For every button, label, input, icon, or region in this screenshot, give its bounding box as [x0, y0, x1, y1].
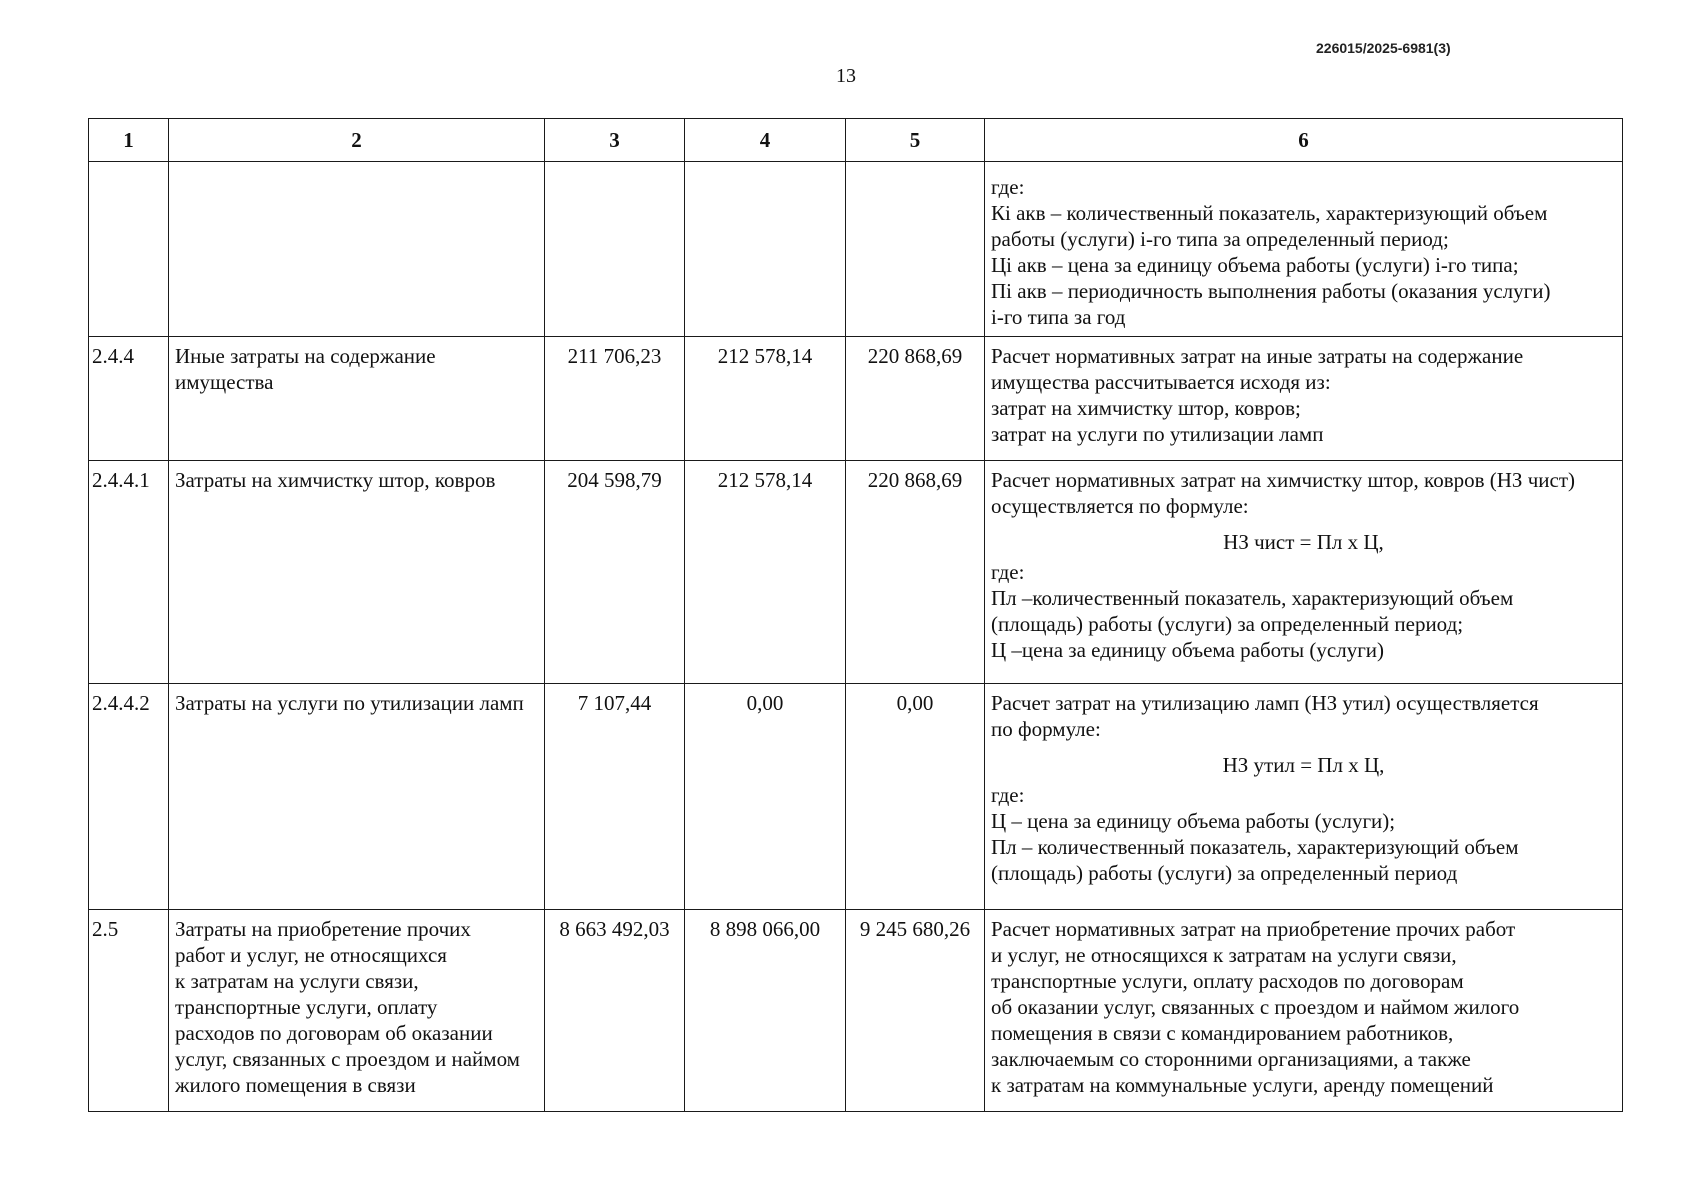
description-line: Расчет нормативных затрат на иные затраты на содержание	[991, 344, 1524, 368]
cell-value-3	[545, 162, 685, 337]
description-line: по формуле:	[991, 717, 1101, 741]
table-row	[89, 337, 1623, 461]
column-header-3: 3	[545, 119, 685, 162]
cell-value-3: 7 107,44	[545, 684, 685, 910]
name-line: услуг, связанных с проездом и наймом	[175, 1047, 520, 1071]
description-line: Пл –количественный показатель, характеризующий объем	[991, 586, 1514, 610]
cell-name	[169, 162, 545, 337]
description-line: Расчет нормативных затрат на приобретение прочих работ	[991, 917, 1516, 941]
table-row	[89, 461, 1623, 684]
cell-code: 2.4.4.2	[89, 684, 169, 910]
description-line: Ц –цена за единицу объема работы (услуги)	[991, 638, 1385, 662]
column-header-1: 1	[89, 119, 169, 162]
description-line: (площадь) работы (услуги) за определенный период	[991, 861, 1458, 885]
cell-description	[985, 910, 1623, 1112]
document-number: 226015/2025-6981(3)	[1316, 40, 1451, 56]
cell-value-5: 220 868,69	[846, 337, 985, 461]
cell-code	[89, 162, 169, 337]
cell-value-4: 0,00	[685, 684, 846, 910]
description-line: Кi акв – количественный показатель, характеризующий объем	[991, 201, 1548, 225]
name-line: Затраты на приобретение прочих	[175, 917, 471, 941]
description-line: и услуг, не относящихся к затратам на услуги связи,	[991, 943, 1457, 967]
cell-value-3: 204 598,79	[545, 461, 685, 684]
cell-code: 2.5	[89, 910, 169, 1112]
description-line: где:	[991, 783, 1025, 807]
description-line: работы (услуги) i-го типа за определенный период;	[991, 227, 1449, 251]
formula: НЗ чист = Пл х Ц,	[1223, 530, 1384, 554]
page-number: 13	[836, 65, 856, 87]
description-line: Пл – количественный показатель, характеризующий объем	[991, 835, 1519, 859]
cell-value-5: 220 868,69	[846, 461, 985, 684]
description-line: Расчет затрат на утилизацию ламп (НЗ утил) осуществляется	[991, 691, 1539, 715]
column-header-5: 5	[846, 119, 985, 162]
cell-value-4: 212 578,14	[685, 337, 846, 461]
cell-value-5: 0,00	[846, 684, 985, 910]
description-line: заключаемым со сторонними организациями, а также	[991, 1047, 1471, 1071]
cell-value-5	[846, 162, 985, 337]
cell-code: 2.4.4.1	[89, 461, 169, 684]
cell-name: Затраты на услуги по утилизации ламп	[169, 684, 545, 910]
cell-description	[985, 162, 1623, 337]
cell-value-4	[685, 162, 846, 337]
cell-name	[169, 910, 545, 1112]
description-line: транспортные услуги, оплату расходов по договорам	[991, 969, 1464, 993]
cell-name: Иные затраты на содержание имущества	[169, 337, 545, 461]
description-line: Ц – цена за единицу объема работы (услуги);	[991, 809, 1396, 833]
name-line: жилого помещения в связи	[175, 1073, 416, 1097]
description-line: где:	[991, 560, 1025, 584]
column-header-4: 4	[685, 119, 846, 162]
table-row	[89, 684, 1623, 910]
description-line: (площадь) работы (услуги) за определенный период;	[991, 612, 1464, 636]
cell-value-3: 211 706,23	[545, 337, 685, 461]
name-line: транспортные услуги, оплату	[175, 995, 438, 1019]
name-line: работ и услуг, не относящихся	[175, 943, 447, 967]
cell-code: 2.4.4	[89, 337, 169, 461]
cell-value-4: 8 898 066,00	[685, 910, 846, 1112]
cell-name: Затраты на химчистку штор, ковров	[169, 461, 545, 684]
description-line: к затратам на коммунальные услуги, аренду помещений	[991, 1073, 1494, 1097]
table-header-row	[89, 119, 1623, 162]
cell-value-3: 8 663 492,03	[545, 910, 685, 1112]
table-row	[89, 910, 1623, 1112]
name-line: к затратам на услуги связи,	[175, 969, 419, 993]
description-line: имущества рассчитывается исходя из:	[991, 370, 1331, 394]
cell-description	[985, 337, 1623, 461]
column-header-2: 2	[169, 119, 545, 162]
description-line: об оказании услуг, связанных с проездом и наймом жилого	[991, 995, 1520, 1019]
cost-table	[88, 118, 1623, 1112]
name-line: расходов по договорам об оказании	[175, 1021, 493, 1045]
cell-description	[985, 684, 1623, 910]
column-header-6: 6	[985, 119, 1623, 162]
description-line: где:	[991, 175, 1025, 199]
description-line: i-го типа за год	[991, 305, 1126, 329]
cell-description	[985, 461, 1623, 684]
cell-value-4: 212 578,14	[685, 461, 846, 684]
description-line: Цi акв – цена за единицу объема работы (услуги) i-го типа;	[991, 253, 1519, 277]
table-row-continuation	[89, 162, 1623, 337]
cell-value-5: 9 245 680,26	[846, 910, 985, 1112]
description-line: Пi акв – периодичность выполнения работы (оказания услуги)	[991, 279, 1551, 303]
formula: НЗ утил = Пл х Ц,	[1222, 753, 1385, 777]
description-line: затрат на химчистку штор, ковров;	[991, 396, 1301, 420]
description-line: осуществляется по формуле:	[991, 494, 1249, 518]
description-line: Расчет нормативных затрат на химчистку штор, ковров (НЗ чист)	[991, 468, 1575, 492]
description-line: помещения в связи с командированием работников,	[991, 1021, 1454, 1045]
description-line: затрат на услуги по утилизации ламп	[991, 422, 1324, 446]
